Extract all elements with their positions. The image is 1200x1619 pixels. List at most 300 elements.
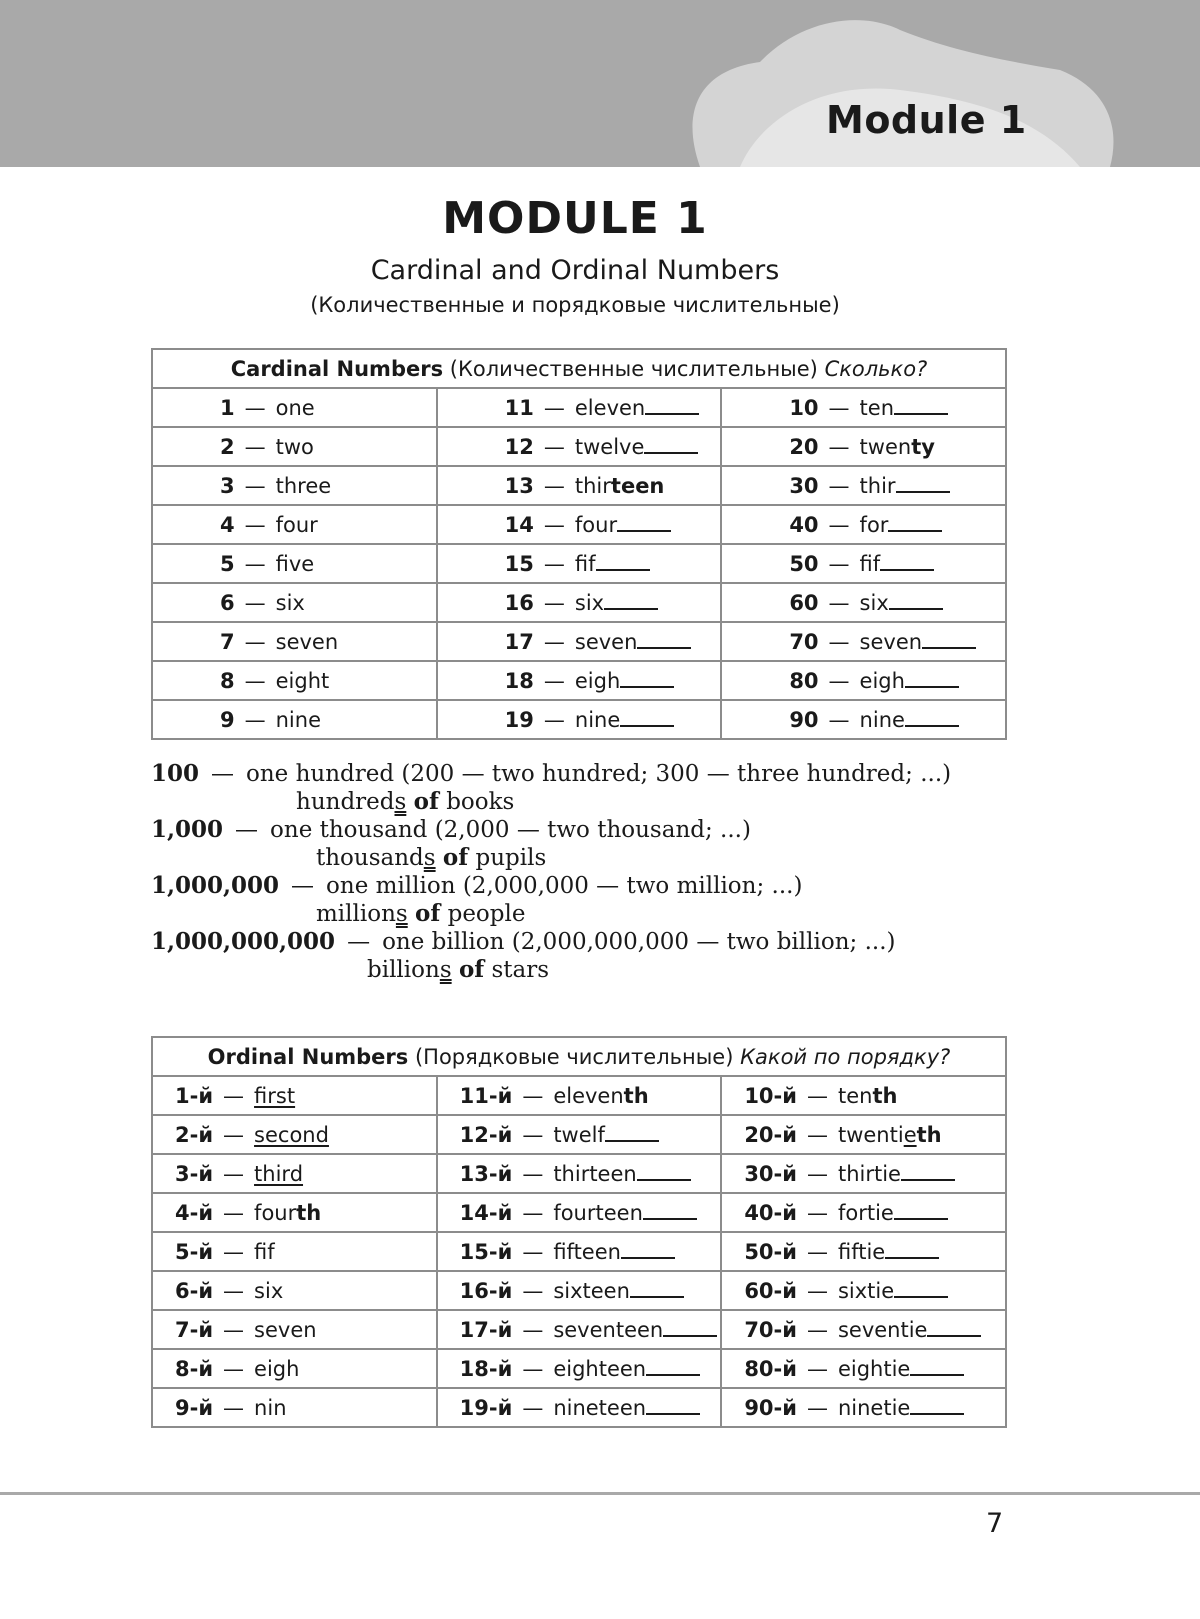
number-label: 50	[789, 552, 819, 576]
ordinal-cell	[437, 1388, 722, 1427]
dash: —	[244, 473, 266, 498]
ordinal-cell	[152, 1232, 437, 1271]
ordinal-cell	[152, 1271, 437, 1310]
ordinal-heading-ru: (Порядковые числительные)	[414, 1044, 734, 1069]
word-stem: eleven	[553, 1083, 624, 1108]
large-number-words: one hundred (200 — two hundred; 300 — three hundred; ...)	[246, 761, 952, 787]
ordinal-cell	[437, 1271, 722, 1310]
dash: —	[223, 1395, 245, 1420]
fill-in-blank[interactable]	[894, 395, 948, 415]
dash: —	[522, 1396, 544, 1420]
cardinal-table-heading	[152, 349, 1006, 388]
number-label: 2	[220, 434, 235, 459]
large-number-line	[151, 816, 751, 843]
dash: —	[806, 1240, 828, 1264]
dash: —	[223, 1083, 245, 1108]
word-stem: eighteen	[553, 1357, 647, 1381]
cardinal-row	[152, 388, 1006, 427]
ordinal-row	[152, 1271, 1006, 1310]
ordinal-heading-label: Ordinal Numbers	[207, 1044, 409, 1069]
dash: —	[235, 817, 259, 843]
dash: —	[223, 1239, 245, 1264]
number-label: 10-й	[744, 1083, 797, 1108]
word-stem: nine	[859, 708, 905, 732]
dash: —	[806, 1162, 828, 1186]
dash: —	[806, 1357, 828, 1381]
cardinal-cell	[437, 505, 722, 544]
dash: —	[543, 396, 565, 420]
cardinal-row	[152, 622, 1006, 661]
number-label: 80-й	[744, 1357, 797, 1381]
dash: —	[522, 1279, 544, 1303]
underlined-word: second	[254, 1122, 329, 1147]
fill-in-blank[interactable]	[646, 1356, 700, 1376]
bold-suffix: ty	[911, 434, 935, 459]
word-stem: thirteen	[553, 1162, 637, 1186]
cardinal-row	[152, 505, 1006, 544]
plural-s: s	[395, 901, 408, 927]
number-label: 6	[220, 590, 235, 615]
number-label: 14	[504, 513, 534, 537]
number-label: 6-й	[175, 1278, 214, 1303]
cardinal-cell	[152, 700, 437, 739]
ordinal-row	[152, 1232, 1006, 1271]
dash: —	[223, 1317, 245, 1342]
dash: —	[828, 669, 850, 693]
fill-in-blank[interactable]	[901, 1161, 955, 1181]
fill-in-blank[interactable]	[894, 1200, 948, 1220]
word-stem: eight	[275, 668, 330, 693]
plural-usage-example	[296, 788, 514, 815]
cardinal-cell	[152, 427, 437, 466]
cardinal-row	[152, 700, 1006, 739]
number-label: 1-й	[175, 1083, 214, 1108]
bold-suffix: th	[916, 1122, 942, 1147]
large-number-line	[151, 872, 802, 899]
dash: —	[828, 630, 850, 654]
word-stem: twelf	[553, 1123, 605, 1147]
subtitle: Cardinal and Ordinal Numbers	[370, 255, 780, 286]
word-stem: two	[275, 434, 314, 459]
word-stem: fiftie	[837, 1240, 886, 1264]
ordinal-row	[152, 1310, 1006, 1349]
ordinal-cell	[437, 1310, 722, 1349]
fill-in-blank[interactable]	[621, 1239, 675, 1259]
ordinal-row	[152, 1154, 1006, 1193]
dash: —	[211, 761, 235, 787]
number-label: 7	[220, 629, 235, 654]
fill-in-blank[interactable]	[910, 1395, 964, 1415]
dash: —	[543, 513, 565, 537]
dash: —	[543, 591, 565, 615]
dash: —	[291, 873, 315, 899]
word-stem: nineteen	[553, 1396, 647, 1420]
number-label: 60-й	[744, 1279, 797, 1303]
word-stem: ten	[859, 396, 895, 420]
word-stem: fortie	[837, 1201, 894, 1225]
bold-suffix: th	[296, 1200, 322, 1225]
dash: —	[806, 1201, 828, 1225]
number-label: 20-й	[744, 1122, 797, 1147]
number-label: 11	[504, 396, 534, 420]
fill-in-blank[interactable]	[922, 629, 976, 649]
module-header-band	[0, 0, 1200, 167]
fill-in-blank[interactable]	[637, 1161, 691, 1181]
large-number-words: one million (2,000,000 — two million; ...)	[326, 873, 803, 899]
cardinal-cell	[152, 583, 437, 622]
word-stem: twen	[859, 434, 912, 459]
large-number-words: one thousand (2,000 — two thousand; ...)	[270, 817, 751, 843]
word-stem: for	[859, 513, 889, 537]
dash: —	[522, 1357, 544, 1381]
ordinal-cell	[721, 1310, 1006, 1349]
bold-suffix: th	[872, 1083, 898, 1108]
ordinal-cell	[721, 1115, 1006, 1154]
bold-suffix: teen	[610, 473, 665, 498]
cardinal-row	[152, 427, 1006, 466]
number-label: 16-й	[459, 1279, 513, 1303]
word-stem: eightie	[837, 1357, 911, 1381]
ordinal-cell	[437, 1193, 722, 1232]
fill-in-blank[interactable]	[663, 1317, 717, 1337]
bold-suffix: th	[623, 1083, 649, 1108]
word-stem: thir	[574, 473, 611, 498]
word-stem: five	[275, 551, 315, 576]
plural-s: s	[423, 845, 436, 871]
fill-in-blank[interactable]	[620, 668, 674, 688]
plural-s: s	[439, 957, 452, 983]
number-label: 9	[220, 707, 235, 732]
example-stem: hundred	[296, 789, 395, 815]
number-label: 12	[504, 435, 534, 459]
number-label: 2-й	[175, 1122, 214, 1147]
plural-s: s	[394, 789, 407, 815]
word-stem: fif	[254, 1239, 275, 1264]
ordinal-cell	[152, 1076, 437, 1115]
word-stem: seven	[275, 629, 339, 654]
ordinal-cell	[152, 1349, 437, 1388]
number-label: 60	[789, 591, 819, 615]
word-stem: fif	[859, 552, 881, 576]
dash: —	[828, 591, 850, 615]
cardinal-cell	[437, 427, 722, 466]
number-label: 4	[220, 512, 235, 537]
number-label: 3	[220, 473, 235, 498]
example-noun: books	[446, 789, 515, 815]
large-number-value: 100	[151, 760, 200, 787]
example-stem: thousand	[316, 845, 424, 871]
cardinal-row	[152, 583, 1006, 622]
ordinal-cell	[152, 1154, 437, 1193]
number-label: 17-й	[459, 1318, 513, 1342]
cardinal-cell	[721, 622, 1006, 661]
number-label: 80	[789, 669, 819, 693]
fill-in-blank[interactable]	[617, 512, 671, 532]
underlined-word: e	[903, 1122, 917, 1147]
dash: —	[223, 1122, 245, 1147]
number-label: 40-й	[744, 1201, 797, 1225]
word-stem: nine	[275, 707, 321, 732]
fill-in-blank[interactable]	[644, 434, 698, 454]
ordinal-cell	[721, 1271, 1006, 1310]
fill-in-blank[interactable]	[596, 551, 650, 571]
number-label: 13-й	[459, 1162, 513, 1186]
dash: —	[828, 708, 850, 732]
example-stem: billion	[367, 957, 440, 983]
cardinal-heading-label: Cardinal Numbers	[230, 356, 444, 381]
dash: —	[223, 1278, 245, 1303]
number-label: 1	[220, 395, 235, 420]
ordinal-cell	[152, 1310, 437, 1349]
underlined-word: third	[254, 1161, 304, 1186]
dash: —	[828, 513, 850, 537]
word-stem: six	[254, 1278, 284, 1303]
number-label: 17	[504, 630, 534, 654]
ordinal-cell	[152, 1115, 437, 1154]
dash: —	[244, 629, 266, 654]
dash: —	[223, 1161, 245, 1186]
number-label: 15-й	[459, 1240, 513, 1264]
large-number-words: one billion (2,000,000,000 — two billion; ...)	[382, 929, 896, 955]
cardinal-cell	[721, 583, 1006, 622]
example-of: of	[442, 844, 469, 871]
example-of: of	[413, 788, 439, 815]
cardinal-row	[152, 544, 1006, 583]
cardinal-cell	[721, 427, 1006, 466]
dash: —	[223, 1356, 245, 1381]
cardinal-cell	[152, 544, 437, 583]
number-label: 19-й	[459, 1396, 513, 1420]
dash: —	[244, 551, 266, 576]
fill-in-blank[interactable]	[605, 1122, 659, 1142]
ordinal-cell	[721, 1388, 1006, 1427]
word-stem: sixteen	[553, 1279, 630, 1303]
ordinal-row	[152, 1193, 1006, 1232]
dash: —	[244, 668, 266, 693]
dash: —	[244, 395, 266, 420]
number-label: 8-й	[175, 1356, 214, 1381]
number-label: 3-й	[175, 1161, 214, 1186]
dash: —	[522, 1083, 544, 1108]
number-label: 8	[220, 668, 235, 693]
number-label: 70-й	[744, 1318, 797, 1342]
word-stem: thir	[859, 474, 896, 498]
ordinal-cell	[437, 1232, 722, 1271]
dash: —	[244, 434, 266, 459]
dash: —	[806, 1083, 828, 1108]
example-noun: pupils	[475, 845, 547, 871]
ordinal-cell	[721, 1232, 1006, 1271]
cardinal-cell	[437, 583, 722, 622]
word-stem: seventeen	[553, 1318, 664, 1342]
fill-in-blank[interactable]	[894, 1278, 948, 1298]
cardinal-cell	[721, 700, 1006, 739]
number-label: 50-й	[744, 1240, 797, 1264]
fill-in-blank[interactable]	[880, 551, 934, 571]
number-label: 15	[504, 552, 534, 576]
word-stem: six	[574, 591, 605, 615]
word-stem: fifteen	[553, 1240, 621, 1264]
dash: —	[543, 435, 565, 459]
cardinal-heading-question: Сколько?	[824, 356, 928, 381]
number-label: 14-й	[459, 1201, 513, 1225]
dash: —	[828, 434, 850, 459]
fill-in-blank[interactable]	[888, 512, 942, 532]
word-stem: seven	[254, 1317, 317, 1342]
number-label: 20	[789, 434, 819, 459]
dash: —	[543, 708, 565, 732]
cardinal-cell	[152, 466, 437, 505]
dash: —	[806, 1279, 828, 1303]
word-stem: ninetie	[837, 1396, 911, 1420]
dash: —	[223, 1200, 245, 1225]
ordinal-cell	[721, 1076, 1006, 1115]
word-stem: thirtie	[837, 1162, 901, 1186]
word-stem: eigh	[574, 669, 621, 693]
ordinal-row	[152, 1388, 1006, 1427]
number-label: 5	[220, 551, 235, 576]
dash: —	[522, 1201, 544, 1225]
fill-in-blank[interactable]	[889, 590, 943, 610]
word-stem: nine	[574, 708, 621, 732]
plural-usage-example	[316, 844, 546, 871]
ordinal-cell	[721, 1193, 1006, 1232]
fill-in-blank[interactable]	[645, 395, 699, 415]
dash: —	[806, 1122, 828, 1147]
example-stem: million	[316, 901, 396, 927]
cardinal-cell	[437, 622, 722, 661]
number-label: 7-й	[175, 1317, 214, 1342]
number-label: 70	[789, 630, 819, 654]
word-stem: twenti	[837, 1122, 904, 1147]
cardinal-row	[152, 661, 1006, 700]
number-label: 30-й	[744, 1162, 797, 1186]
ordinal-cell	[437, 1115, 722, 1154]
word-stem: fif	[574, 552, 596, 576]
cardinal-cell	[152, 505, 437, 544]
fill-in-blank[interactable]	[620, 707, 674, 727]
dash: —	[244, 590, 266, 615]
word-stem: four	[254, 1200, 297, 1225]
word-stem: three	[275, 473, 332, 498]
dash: —	[522, 1123, 544, 1147]
ordinal-numbers-table	[151, 1036, 1007, 1428]
cardinal-cell	[437, 466, 722, 505]
fill-in-blank[interactable]	[630, 1278, 684, 1298]
number-label: 18-й	[459, 1357, 513, 1381]
cardinal-cell	[721, 544, 1006, 583]
large-number-value: 1,000	[151, 816, 224, 843]
dash: —	[543, 473, 565, 498]
fill-in-blank[interactable]	[646, 1395, 700, 1415]
dash: —	[543, 669, 565, 693]
dash: —	[543, 630, 565, 654]
page-number: 7	[986, 1508, 1004, 1539]
ordinal-cell	[437, 1076, 722, 1115]
number-label: 13	[504, 473, 534, 498]
fill-in-blank[interactable]	[604, 590, 658, 610]
dash: —	[828, 552, 850, 576]
cardinal-cell	[152, 661, 437, 700]
word-stem: four	[275, 512, 318, 537]
number-label: 18	[504, 669, 534, 693]
example-noun: people	[447, 901, 526, 927]
cardinal-cell	[721, 388, 1006, 427]
cardinal-cell	[152, 388, 437, 427]
footer-rule	[0, 1492, 1200, 1495]
number-label: 10	[789, 396, 819, 420]
number-label: 90	[789, 708, 819, 732]
example-of: of	[458, 956, 485, 983]
word-stem: fourteen	[553, 1201, 643, 1225]
number-label: 4-й	[175, 1200, 214, 1225]
large-number-line	[151, 928, 896, 955]
ordinal-cell	[152, 1388, 437, 1427]
word-stem: seven	[574, 630, 638, 654]
plural-usage-example	[367, 956, 549, 983]
fill-in-blank[interactable]	[885, 1239, 939, 1259]
cardinal-cell	[437, 661, 722, 700]
example-noun: stars	[491, 957, 550, 983]
large-number-value: 1,000,000	[151, 872, 280, 899]
underlined-word: first	[254, 1083, 296, 1108]
number-label: 90-й	[744, 1396, 797, 1420]
word-stem: ten	[837, 1083, 873, 1108]
dash: —	[806, 1318, 828, 1342]
ordinal-row	[152, 1115, 1006, 1154]
word-stem: eigh	[859, 669, 905, 693]
word-stem: seventie	[837, 1318, 928, 1342]
module-label: Module 1	[826, 98, 1027, 142]
fill-in-blank[interactable]	[643, 1200, 697, 1220]
cardinal-cell	[437, 388, 722, 427]
fill-in-blank[interactable]	[927, 1317, 981, 1337]
ordinal-cell	[437, 1349, 722, 1388]
dash: —	[828, 474, 850, 498]
cardinal-cell	[721, 466, 1006, 505]
cardinal-cell	[437, 544, 722, 583]
fill-in-blank[interactable]	[905, 707, 959, 727]
word-stem: eleven	[574, 396, 646, 420]
cardinal-cell	[152, 622, 437, 661]
fill-in-blank[interactable]	[637, 629, 691, 649]
dash: —	[828, 396, 850, 420]
cardinal-heading-ru: (Количественные числительные)	[449, 356, 818, 381]
dash: —	[244, 512, 266, 537]
fill-in-blank[interactable]	[905, 668, 959, 688]
number-label: 11-й	[459, 1083, 513, 1108]
fill-in-blank[interactable]	[910, 1356, 964, 1376]
cardinal-cell	[721, 661, 1006, 700]
ordinal-table-heading	[152, 1037, 1006, 1076]
cardinal-cell	[437, 700, 722, 739]
ordinal-row	[152, 1076, 1006, 1115]
fill-in-blank[interactable]	[896, 473, 950, 493]
ordinal-cell	[721, 1154, 1006, 1193]
dash: —	[522, 1318, 544, 1342]
number-label: 9-й	[175, 1395, 214, 1420]
number-label: 40	[789, 513, 819, 537]
page-title: MODULE 1	[442, 193, 708, 244]
number-label: 16	[504, 591, 534, 615]
number-label: 19	[504, 708, 534, 732]
cardinal-row	[152, 466, 1006, 505]
number-label: 5-й	[175, 1239, 214, 1264]
subtitle-russian: (Количественные и порядковые числительные)	[310, 293, 840, 317]
ordinal-cell	[721, 1349, 1006, 1388]
word-stem: four	[574, 513, 618, 537]
dash: —	[543, 552, 565, 576]
